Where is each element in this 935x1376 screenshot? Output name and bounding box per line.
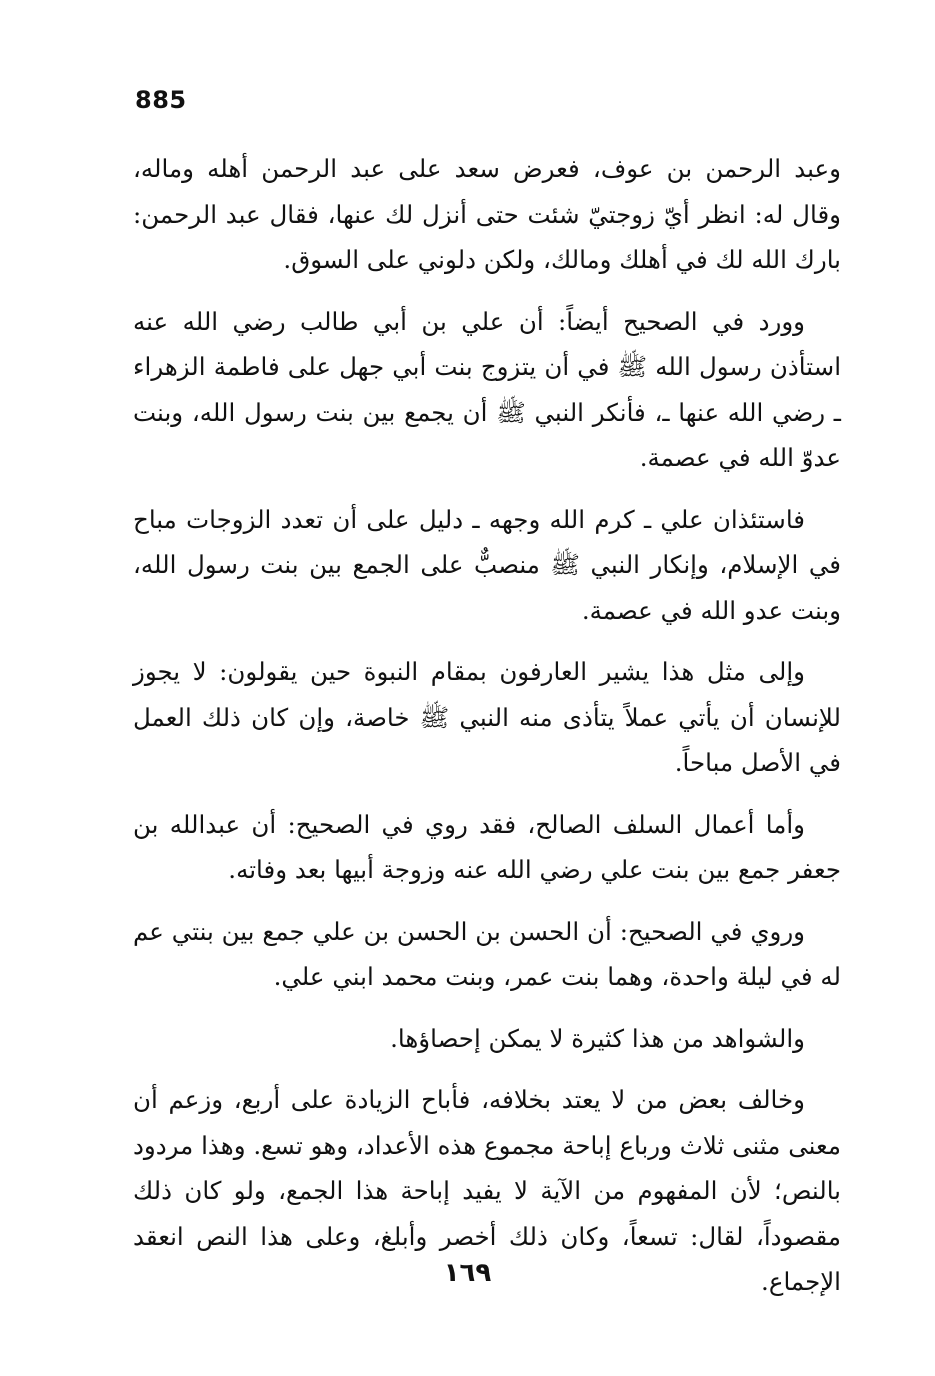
page-number-header: 885 [135,86,187,114]
paragraph-8: وخالف بعض من لا يعتد بخلافه، فأباح الزيادة على أربع، وزعم أن معنى مثنى ثلاث ورباع إباحة مجموع هذه الأعداد، وهو تسع. وهذا مردود بالنص؛ لأن المفهوم من الآية لا يفيد إباحة هذا الجمع، ولو كان ذلك مقصوداً، لقال: تسعاً، وكان ذلك أخصر وأبلغ، وعلى هذا النص انعقد الإجماع. [133,1085,841,1296]
paragraph-7: والشواهد من هذا كثيرة لا يمكن إحصاؤها. [390,1023,805,1053]
paragraph-5: وأما أعمال السلف الصالح، فقد روي في الصحيح: أن عبدالله بن جعفر جمع بين بنت علي رضي الله عنه وزوجة أبيها بعد وفاته. [133,809,841,884]
paragraph-1: وعبد الرحمن بن عوف، فعرض سعد على عبد الرحمن أهله وماله، وقال له: انظر أيّ زوجتيّ شئت حتى أنزل لك عنها، فقال عبد الرحمن: بارك الله لك في أهلك ومالك، ولكن دلوني على السوق. [133,154,841,274]
paragraph-3: فاستئذان علي ـ كرم الله وجهه ـ دليل على أن تعدد الزوجات مباح في الإسلام، وإنكار النبي ﷺ منصبٌّ على الجمع بين بنت رسول الله، وبنت عدو الله في عصمة. [133,504,841,625]
page-body [133,146,841,1321]
paragraph-4: وإلى مثل هذا يشير العارفون بمقام النبوة حين يقولون: لا يجوز للإنسان أن يأتي عملاً يتأذى منه النبي ﷺ خاصة، وإن كان ذلك العمل في الأصل مباحاً. [133,657,841,777]
paragraph-2: وورد في الصحيح أيضاً: أن علي بن أبي طالب رضي الله عنه استأذن رسول الله ﷺ في أن يتزوج بنت أبي جهل على فاطمة الزهراء ـ رضي الله عنها ـ، فأنكر النبي ﷺ أن يجمع بين بنت رسول الله، وبنت عدوّ الله في عصمة. [133,306,841,472]
page-number-footer: ١٦٩ [443,1258,492,1288]
paragraph-6: وروي في الصحيح: أن الحسن بن الحسن بن علي جمع بين بنتي عم له في ليلة واحدة، وهما بنت عمر، وبنت محمد ابني علي. [133,916,841,991]
